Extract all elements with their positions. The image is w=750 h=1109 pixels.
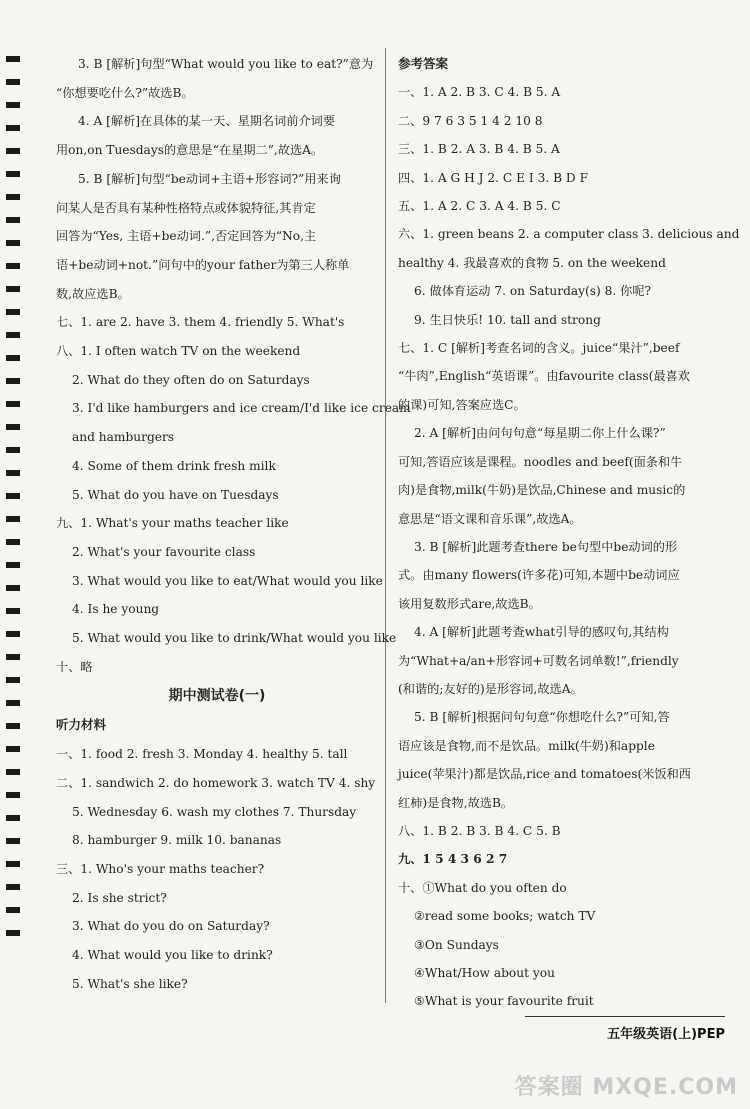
binding-mark bbox=[6, 930, 20, 936]
binding-marks bbox=[6, 56, 20, 953]
answer-line: ②read some books; watch TV bbox=[414, 909, 596, 924]
answer-line: 5. Wednesday 6. wash my clothes 7. Thursday bbox=[72, 804, 357, 819]
answer-line: 回答为“Yes, 主语+be动词.”,否定回答为“No,主 bbox=[56, 229, 317, 244]
answer-line: 5. B [解析]根据问句句意“你想吃什么?”可知,答 bbox=[414, 710, 670, 725]
answer-line: 4. A [解析]此题考查what引导的感叹句,其结构 bbox=[414, 625, 669, 640]
answer-line: 4. What would you like to drink? bbox=[72, 948, 273, 963]
answer-line: 3. B [解析]句型“What would you like to eat?”意为 bbox=[78, 57, 374, 71]
binding-mark bbox=[6, 171, 20, 177]
answer-line: 式。由many flowers(许多花)可知,本题中be动词应 bbox=[398, 568, 680, 583]
binding-mark bbox=[6, 608, 20, 614]
answer-line: 2. Is she strict? bbox=[72, 890, 167, 905]
answer-line: 该用复数形式are,故选B。 bbox=[398, 596, 541, 611]
binding-mark bbox=[6, 700, 20, 706]
answer-line: 语+be动词+not.”问句中的your father为第三人称单 bbox=[56, 257, 350, 272]
answer-line: 2. What do they often do on Saturdays bbox=[72, 372, 310, 387]
answer-line: 的课)可知,答案应选C。 bbox=[398, 397, 526, 412]
answer-line: 肉)是食物,milk(牛奶)是饮品,Chinese and music的 bbox=[398, 483, 686, 498]
binding-mark bbox=[6, 723, 20, 729]
answer-line: 3. What do you do on Saturday? bbox=[72, 919, 270, 934]
answer-line: 5. What's she like? bbox=[72, 976, 188, 991]
binding-mark bbox=[6, 470, 20, 476]
binding-mark bbox=[6, 447, 20, 453]
binding-mark bbox=[6, 631, 20, 637]
answer-line: 五、1. A 2. C 3. A 4. B 5. C bbox=[398, 199, 561, 214]
answer-line: 九、1. What's your maths teacher like bbox=[56, 516, 289, 531]
answer-line: 六、1. green beans 2. a computer class 3. delicious and bbox=[398, 227, 740, 242]
binding-mark bbox=[6, 194, 20, 200]
answer-line: 用on,on Tuesdays的意思是“在星期二”,故选A。 bbox=[56, 143, 324, 158]
binding-mark bbox=[6, 217, 20, 223]
answer-line: 四、1. A G H J 2. C E I 3. B D F bbox=[398, 170, 589, 185]
answer-line: 问某人是否具有某种性格特点或体貌特征,其肯定 bbox=[56, 200, 316, 215]
binding-mark bbox=[6, 746, 20, 752]
answer-line: 可知,答语应该是课程。noodles and beef(面条和牛 bbox=[398, 454, 683, 469]
answer-line: 数,故应选B。 bbox=[56, 286, 130, 301]
answer-line: 3. I'd like hamburgers and ice cream/I'd like ice cream bbox=[72, 401, 411, 416]
answer-line: 为“What+a/an+形容词+可数名词单数!”,friendly bbox=[398, 653, 679, 668]
answer-line: 一、1. A 2. B 3. C 4. B 5. A bbox=[398, 85, 561, 100]
answer-line: ③On Sundays bbox=[414, 937, 499, 952]
answer-line: 3. B [解析]此题考查there be句型中be动词的形 bbox=[414, 539, 678, 554]
subsection-title: 听力材料 bbox=[56, 717, 107, 733]
binding-mark bbox=[6, 884, 20, 890]
answer-line: 一、1. food 2. fresh 3. Monday 4. healthy 5. tall bbox=[56, 747, 348, 762]
answer-line: and hamburgers bbox=[72, 430, 175, 445]
watermark: 答案圈 MXQE.COM bbox=[514, 1075, 738, 1100]
answer-line: ⑤What is your favourite fruit bbox=[414, 994, 594, 1009]
binding-mark bbox=[6, 585, 20, 591]
answer-line: 九、1 5 4 3 6 2 7 bbox=[398, 852, 508, 867]
binding-mark bbox=[6, 56, 20, 62]
page-footer bbox=[525, 1016, 725, 1042]
left-column bbox=[56, 50, 411, 999]
answer-line: juice(苹果汁)都是饮品,rice and tomatoes(米饭和西 bbox=[398, 767, 691, 782]
binding-mark bbox=[6, 309, 20, 315]
answer-line: (和谐的;友好的)是形容词,故选A。 bbox=[398, 681, 583, 696]
answer-line: 二、9 7 6 3 5 1 4 2 10 8 bbox=[398, 113, 543, 128]
answers-title: 参考答案 bbox=[398, 56, 449, 71]
answer-line: 6. 做体育运动 7. on Saturday(s) 8. 你呢? bbox=[414, 284, 652, 299]
answer-line: 语应该是食物,而不是饮品。milk(牛奶)和apple bbox=[398, 738, 655, 753]
answer-line: 5. What do you have on Tuesdays bbox=[72, 487, 279, 502]
answer-line: ④What/How about you bbox=[414, 966, 555, 980]
answer-line: 三、1. B 2. A 3. B 4. B 5. A bbox=[398, 142, 560, 157]
binding-mark bbox=[6, 401, 20, 407]
binding-mark bbox=[6, 792, 20, 798]
answer-line: 2. What's your favourite class bbox=[72, 544, 256, 559]
answer-line: “牛肉”,English“英语课”。由favourite class(最喜欢 bbox=[398, 369, 690, 384]
book-label: 五年级英语(上)PEP bbox=[607, 1027, 725, 1042]
binding-mark bbox=[6, 815, 20, 821]
answer-line: 2. A [解析]由问句句意“每星期二你上什么课?” bbox=[414, 426, 666, 441]
binding-mark bbox=[6, 378, 20, 384]
answer-line: 七、1. C [解析]考查名词的含义。juice“果汁”,beef bbox=[398, 341, 680, 356]
answer-line: healthy 4. 我最喜欢的食物 5. on the weekend bbox=[398, 255, 666, 270]
answer-line: 5. B [解析]句型“be动词+主语+形容词?”用来询 bbox=[78, 171, 341, 186]
binding-mark bbox=[6, 263, 20, 269]
binding-mark bbox=[6, 493, 20, 499]
right-column bbox=[398, 50, 740, 1016]
binding-mark bbox=[6, 79, 20, 85]
section-title: 期中测试卷(一) bbox=[168, 688, 266, 705]
answer-line: 二、1. sandwich 2. do homework 3. watch TV 4. shy bbox=[56, 775, 376, 790]
binding-mark bbox=[6, 424, 20, 430]
answer-line: 八、1. I often watch TV on the weekend bbox=[56, 344, 301, 359]
answer-line: 9. 生日快乐! 10. tall and strong bbox=[414, 312, 601, 327]
answer-line: 8. hamburger 9. milk 10. bananas bbox=[72, 833, 282, 848]
answer-line: 5. What would you like to drink/What would you like bbox=[72, 631, 397, 646]
binding-mark bbox=[6, 769, 20, 775]
answer-line: 八、1. B 2. B 3. B 4. C 5. B bbox=[398, 823, 561, 838]
binding-mark bbox=[6, 907, 20, 913]
binding-mark bbox=[6, 861, 20, 867]
binding-mark bbox=[6, 677, 20, 683]
answer-line: 4. Some of them drink fresh milk bbox=[72, 458, 276, 473]
binding-mark bbox=[6, 562, 20, 568]
column-divider bbox=[385, 48, 386, 1003]
binding-mark bbox=[6, 355, 20, 361]
answer-line: 4. Is he young bbox=[72, 602, 160, 617]
binding-mark bbox=[6, 125, 20, 131]
binding-mark bbox=[6, 539, 20, 545]
answer-line: “你想要吃什么?”故选B。 bbox=[56, 85, 194, 100]
answer-line: 三、1. Who's your maths teacher? bbox=[56, 861, 265, 876]
answer-line: 十、①What do you often do bbox=[398, 880, 567, 895]
binding-mark bbox=[6, 654, 20, 660]
answer-line: 七、1. are 2. have 3. them 4. friendly 5. What's bbox=[56, 315, 345, 330]
answer-line: 十、略 bbox=[56, 659, 93, 674]
binding-mark bbox=[6, 102, 20, 108]
binding-mark bbox=[6, 516, 20, 522]
binding-mark bbox=[6, 148, 20, 154]
answer-line: 4. A [解析]在具体的某一天、星期名词前介词要 bbox=[78, 114, 336, 129]
answer-line: 意思是“语文课和音乐课”,故选A。 bbox=[398, 511, 582, 526]
binding-mark bbox=[6, 286, 20, 292]
answer-line: 红柿)是食物,故选B。 bbox=[398, 795, 514, 810]
binding-mark bbox=[6, 240, 20, 246]
answer-line: 3. What would you like to eat/What would you like bbox=[72, 573, 383, 588]
binding-mark bbox=[6, 838, 20, 844]
binding-mark bbox=[6, 332, 20, 338]
